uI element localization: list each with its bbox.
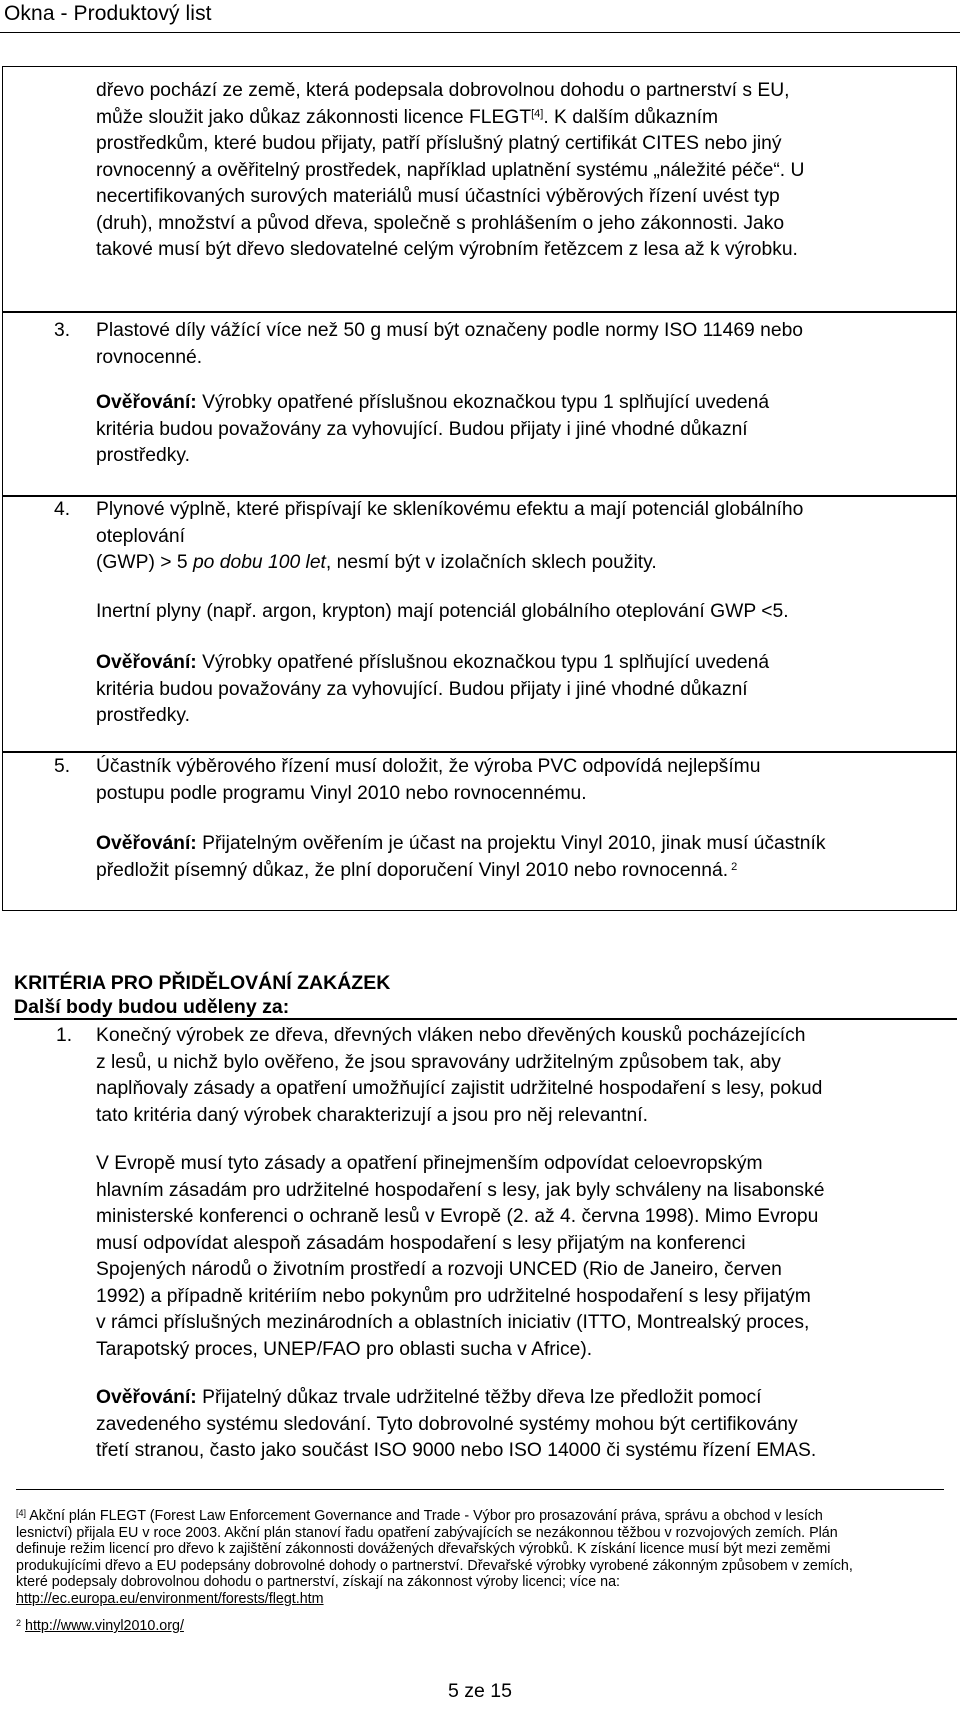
- text-line: hlavním zásadám pro udržitelné hospodaření s lesy, jak byly schváleny na lisabonské: [96, 1179, 825, 1201]
- text-line: Ověřování: Přijatelný důkaz trvale udržitelné těžby dřeva lze předložit pomocí: [96, 1387, 762, 1408]
- text-line: Plynové výplně, které přispívají ke skleníkovému efektu a mají potenciál globálního: [96, 499, 804, 520]
- footnote-ref[interactable]: [4]: [531, 107, 544, 120]
- text-line: prostředky.: [96, 445, 190, 466]
- item-4-text: [96, 497, 946, 577]
- text-line: Účastník výběrového řízení musí doložit, že výroba PVC odpovídá nejlepšímu: [96, 756, 761, 777]
- item-5-text: [96, 754, 946, 807]
- verification-label: Ověřování:: [96, 392, 197, 413]
- text-line: V Evropě musí tyto zásady a opatření přinejmenším odpovídat celoevropským: [96, 1153, 763, 1174]
- text-line: rovnocenný a ověřitelný prostředek, například uplatnění systému „náležité péče“. U: [96, 159, 805, 181]
- text-line: Ověřování: Přijatelným ověřením je účast na projektu Vinyl 2010, jinak musí účastník: [96, 833, 826, 854]
- item-5-verification: [96, 831, 946, 884]
- footnote-line: [4] Akční plán FLEGT (Forest Law Enforcement Governance and Trade - Výbor pro prosazování práva, správu a obchod v lesích: [16, 1508, 823, 1524]
- item-number: 3.: [54, 320, 71, 341]
- award-item-1-europe-paragraph: [96, 1151, 946, 1363]
- verification-label: Ověřování:: [96, 652, 197, 673]
- footnote-line: [16, 1591, 944, 1608]
- text-line: postupu podle programu Vinyl 2010 nebo rovnocennému.: [96, 782, 587, 804]
- text-line: (GWP) > 5 po dobu 100 let, nesmí být v izolačních sklech použity.: [96, 552, 657, 573]
- text-line: naplňovaly zásady a opatření umožňující zajistit udržitelné hospodaření s lesy, pokud: [96, 1078, 823, 1099]
- footnote-2: [16, 1618, 944, 1635]
- text-line: dřevo pochází ze země, která podepsala dobrovolnou dohodu o partnerství s EU,: [96, 80, 790, 101]
- text-line: kritéria budou považovány za vyhovující. Budou přijaty i jiné vhodné důkazní: [96, 418, 748, 440]
- text-line: třetí stranou, často jako součást ISO 9000 nebo ISO 14000 či systému řízení EMAS.: [96, 1440, 817, 1461]
- footnote-divider: [16, 1489, 944, 1490]
- footnote-line: které podepsaly dobrovolnou dohodu o partnerství, získají na zákonnost výroby licenci; více na:: [16, 1574, 620, 1591]
- footnote-ref[interactable]: 2: [728, 860, 738, 873]
- footnote-4: [16, 1508, 944, 1608]
- item-3-text: [96, 318, 946, 371]
- text-line: Spojených národů o životním prostředí a rozvoji UNCED (Rio de Janeiro, červen: [96, 1259, 782, 1280]
- verification-label: Ověřování:: [96, 833, 197, 854]
- award-item-1-verification: [96, 1385, 946, 1465]
- flegt-link[interactable]: http://ec.europa.eu/environment/forests/flegt.htm: [16, 1590, 324, 1607]
- text-line: kritéria budou považovány za vyhovující. Budou přijaty i jiné vhodné důkazní: [96, 678, 748, 700]
- text-line: (druh), množství a původ dřeva, společně s prohlášením o jeho zákonnosti. Jako: [96, 212, 785, 234]
- footnote-marker: 2: [16, 1618, 22, 1628]
- text-line: Ověřování: Výrobky opatřené příslušnou ekoznačkou typu 1 splňující uvedená: [96, 652, 770, 673]
- text-line: Tarapotský proces, UNEP/FAO pro oblasti sucha v Africe).: [96, 1338, 593, 1360]
- text-line: předložit písemný důkaz, že plní doporučení Vinyl 2010 nebo rovnocenná. $^2$: [96, 859, 738, 881]
- text-line: prostředky.: [96, 705, 190, 726]
- page-header: [0, 0, 960, 30]
- text-line: 1992) a případně kritériím nebo pokynům pro udržitelné hospodaření s lesy přijatým: [96, 1285, 811, 1307]
- text-line: rovnocenné.: [96, 346, 203, 368]
- text-line: v rámci příslušných mezinárodních a oblastních iniciativ (ITTO, Montrealský proces,: [96, 1312, 810, 1333]
- text-line: Plastové díly vážící více než 50 g musí být označeny podle normy ISO 11469 nebo: [96, 320, 804, 341]
- text-line: Konečný výrobek ze dřeva, dřevných vláken nebo dřevěných kousků pocházejících: [96, 1025, 806, 1046]
- text-line: tato kritéria daný výrobek charakterizují a jsou pro něj relevantní.: [96, 1104, 648, 1126]
- section-heading: KRITÉRIA PRO PŘIDĚLOVÁNÍ ZAKÁZEK: [14, 972, 391, 994]
- item-number: 5.: [54, 756, 71, 777]
- footnote-line: produkujícími dřevo a EU podepsány dobrovolné dohody o partnerství. Dřevařské výrobky vyrobené zákonným způsobem v zemích,: [16, 1557, 853, 1574]
- footnote-line: lesnictví) přijala EU v roce 2003. Akční plán stanoví řadu opatření zabývajících se nezákonnou těžbou v rozvojových zemích. Plán: [16, 1524, 838, 1541]
- page-number: 5 ze 15: [448, 1680, 512, 1702]
- text-line: může sloužit jako důkaz zákonnosti licence FLEGT[4]. K dalším důkazním: [96, 106, 719, 128]
- text-line: Ověřování: Výrobky opatřené příslušnou ekoznačkou typu 1 splňující uvedená: [96, 392, 770, 413]
- text-line: ministerské konferenci o ochraně lesů v Evropě (2. až 4. června 1998). Mimo Evropu: [96, 1206, 819, 1227]
- text-line: musí odpovídat alespoň zásadám hospodaření s lesy přijatým na konferenci: [96, 1232, 746, 1254]
- text-line: takové musí být dřevo sledovatelné celým výrobním řetězcem z lesa až k výrobku.: [96, 239, 798, 260]
- text-line: zavedeného systému sledování. Tyto dobrovolné systémy mohou být certifikovány: [96, 1413, 798, 1435]
- item-4-verification: [96, 650, 946, 730]
- section-subheading: Další body budou uděleny za:: [14, 996, 290, 1018]
- item-4-inert-gases: Inertní plyny (např. argon, krypton) mají potenciál globálního oteplování GWP <5.: [96, 601, 789, 622]
- footnote-marker: [4]: [16, 1508, 27, 1518]
- flegt-paragraph: [96, 78, 946, 264]
- award-item-1-text: [96, 1023, 946, 1129]
- text-line: prostředkům, které budou přijaty, patří příslušný platný certifikát CITES nebo jiný: [96, 133, 782, 154]
- vinyl2010-link[interactable]: http://www.vinyl2010.org/: [25, 1618, 184, 1634]
- footnote-line: definuje režim licencí pro dřevo k zajištění zákonnosti dovážených dřevařských výrobků. K získání licence musí být mezi zeměmi: [16, 1541, 831, 1558]
- row-divider: [3, 751, 956, 753]
- document-title: Okna - Produktový list: [4, 2, 212, 25]
- section-divider: [14, 1018, 957, 1020]
- header-divider: [0, 32, 960, 33]
- text-line: z lesů, u nichž bylo ověřeno, že jsou spravovány udržitelným způsobem tak, aby: [96, 1051, 781, 1073]
- text-line: necertifikovaných surových materiálů musí účastníci výběrových řízení uvést typ: [96, 186, 780, 207]
- text-line: oteplování: [96, 525, 185, 547]
- row-divider: [3, 311, 956, 313]
- item-number: 1.: [56, 1025, 73, 1046]
- item-number: 4.: [54, 499, 71, 520]
- item-3-verification: [96, 390, 946, 470]
- verification-label: Ověřování:: [96, 1387, 197, 1408]
